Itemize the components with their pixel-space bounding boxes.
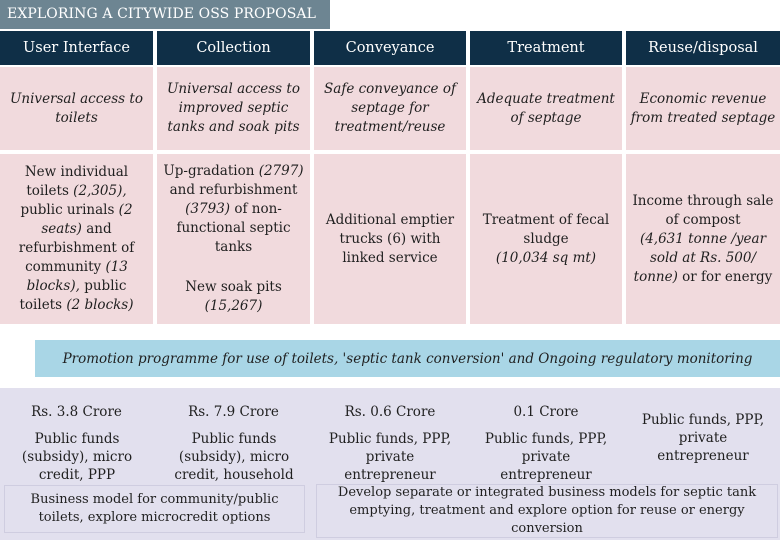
- funding-user-interface: Public funds (subsidy), micro credit, PPP: [21, 431, 133, 483]
- funding-collection: Public funds (subsidy), micro credit, household: [174, 431, 294, 483]
- refurbishment-septic-text: and refurbishment: [169, 182, 298, 198]
- refurbishment-text: and refurbishment of community: [18, 221, 135, 275]
- goal-treatment: Adequate treatment of septage: [470, 67, 622, 150]
- new-toilets-count: (2,305),: [73, 183, 127, 199]
- action-treatment: [470, 154, 622, 324]
- goal-collection: Universal access to improved septic tanks and soak pits: [157, 67, 310, 150]
- compost-sale-detail: (4,631 tonne /year sold at Rs. 500/ tonne): [633, 230, 767, 285]
- funding-treatment: Public funds, PPP, private entrepreneur: [484, 431, 608, 483]
- header-user-interface: User Interface: [0, 31, 153, 65]
- treatment-area: (10,034 sq mt): [495, 249, 597, 266]
- soak-pits-text: New soak pits: [185, 279, 282, 295]
- urinals-count: (2 seats): [41, 202, 133, 237]
- treatment-text: Treatment of fecal sludge: [482, 211, 610, 247]
- funding-conveyance: Public funds, PPP, private entrepreneur: [328, 431, 452, 483]
- header-reuse-disposal: Reuse/disposal: [626, 31, 780, 65]
- business-model-toilets: Business model for community/public toilets, explore microcredit options: [4, 485, 305, 533]
- header-conveyance: Conveyance: [314, 31, 466, 65]
- cost-collection: Rs. 7.9 Crore: [188, 404, 279, 420]
- cost-conveyance: Rs. 0.6 Crore: [344, 404, 436, 420]
- community-blocks-count: (13 blocks),: [26, 259, 128, 294]
- action-reuse-disposal: [626, 154, 780, 324]
- refurbishment-septic-count: (3793): [185, 201, 231, 217]
- public-toilets-text: public toilets: [19, 278, 127, 313]
- promotion-banner: Promotion programme for use of toilets, 'septic tank conversion' and Ongoing regulatory monitoring: [35, 340, 780, 377]
- upgradation-count: (2797): [258, 163, 304, 179]
- soak-pits-count: (15,267): [204, 298, 263, 314]
- action-collection: [157, 154, 310, 324]
- non-functional-text: of non-functional septic tanks: [176, 201, 291, 255]
- public-toilets-count: (2 blocks): [66, 297, 134, 313]
- page-title: EXPLORING A CITYWIDE OSS PROPOSAL: [7, 6, 317, 22]
- upgradation-text: Up-gradation: [163, 163, 255, 179]
- business-model-septage: Develop separate or integrated business models for septic tank emptying, treatment and explore option for reuse or energy conversion: [316, 484, 778, 538]
- goal-conveyance: Safe conveyance of septage for treatment/reuse: [314, 67, 466, 150]
- header-collection: Collection: [157, 31, 310, 65]
- action-user-interface: [0, 154, 153, 324]
- cost-user-interface: Rs. 3.8 Crore: [31, 404, 122, 420]
- new-toilets-text: New individual toilets: [24, 164, 129, 199]
- action-conveyance: Additional emptier trucks (6) with linked service: [314, 154, 466, 324]
- urinals-text: public urinals: [20, 202, 115, 218]
- energy-text: or for energy: [682, 268, 773, 285]
- goal-reuse-disposal: Economic revenue from treated septage: [626, 67, 780, 150]
- funding-reuse-disposal: Public funds, PPP, private entrepreneur: [641, 412, 765, 464]
- goal-user-interface: Universal access to toilets: [0, 67, 153, 150]
- title-bar: [0, 0, 330, 29]
- cost-treatment: 0.1 Crore: [513, 404, 579, 420]
- header-treatment: Treatment: [470, 31, 622, 65]
- compost-income-text: Income through sale of compost: [632, 192, 774, 228]
